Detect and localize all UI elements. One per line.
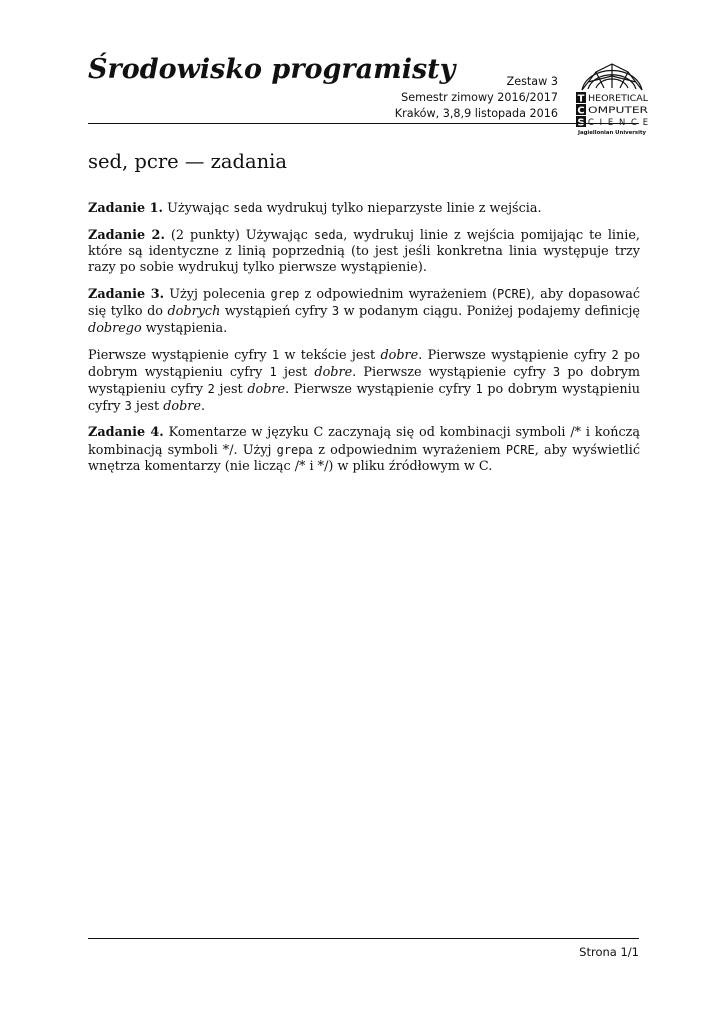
set-number: Zestaw 3 (506, 75, 558, 88)
def-text-a: Pierwsze wystąpienie cyfry (88, 347, 267, 363)
code-digit-2: 2 (611, 347, 619, 362)
task-4-label: Zadanie 4. (88, 425, 164, 441)
task-3-definition (88, 347, 640, 416)
def-emphasis-dobre: dobre (380, 347, 419, 363)
def-emphasis-dobre: dobre (314, 364, 353, 380)
task-1 (88, 200, 640, 217)
task-3 (88, 286, 640, 337)
logo-word-computer: OMPUTER (588, 105, 649, 115)
code-sed: sed (233, 201, 255, 215)
def-text-f: . Pierwsze wystąpienie cyfry (352, 364, 546, 380)
task-1-text-b: a wydrukuj tylko nieparzyste linie z wejścia. (254, 201, 542, 216)
task-2-label: Zadanie 2. (88, 227, 165, 243)
def-text-c: . Pierwsze wystąpienie cyfry (418, 347, 607, 363)
section-title: sed, pcre — zadania (88, 150, 288, 173)
def-text-g: po dobrym wystąpieniu cyfry (88, 364, 640, 398)
semester: Semestr zimowy 2016/2017 (401, 91, 558, 104)
code-digit-3: 3 (331, 304, 340, 319)
task-3-text-b: z odpowiednim wyrażeniem ( (304, 287, 497, 303)
def-emphasis-dobre: dobre (247, 382, 286, 398)
def-text-i: . Pierwsze wystąpienie cyfry (285, 382, 471, 398)
page-number: Strona 1/1 (579, 945, 639, 959)
task-4-text-b: a z odpowiednim wyrażeniem (305, 442, 501, 458)
task-3-text-d: wystąpień cyfry (224, 304, 328, 320)
header-rule (88, 123, 639, 124)
def-text-b: w tekście jest (284, 347, 376, 363)
def-text-e: jest (283, 364, 308, 380)
code-digit-3: 3 (552, 364, 561, 379)
tcs-logo-icon (574, 56, 650, 136)
task-3-text-f: wystąpienia. (145, 320, 228, 336)
task-4-text-c: , aby wyświetlić wnętrza komentarzy (nie licząc /* i */) w pliku źródłowym w C. (88, 442, 641, 474)
logo-letter-t: T (577, 93, 585, 105)
header-info (395, 74, 558, 122)
def-text-d: po dobrym wystąpieniu cyfry (88, 347, 640, 380)
def-text-h: jest (219, 382, 243, 398)
def-text-l: . (201, 399, 206, 415)
task-3-text-c: ), aby dopasować się tylko do (88, 287, 641, 320)
code-pcre: PCRE (497, 287, 526, 302)
task-3-text-e: w podanym ciągu. Poniżej podajemy definicję (343, 304, 640, 320)
task-2 (88, 227, 640, 277)
code-grep: grep (276, 442, 306, 457)
code-grep: grep (270, 287, 300, 302)
task-1-text-a: Używając (167, 201, 230, 216)
place-date: Kraków, 3,8,9 listopada 2016 (394, 107, 558, 120)
code-digit-3: 3 (124, 399, 132, 414)
logo-letter-c: C (577, 105, 585, 117)
task-4-text-a: Komentarze w języku C zaczynają się od kombinacji symboli /* i kończą kombinacją symboli */. Użyj (88, 425, 641, 458)
task-3-emphasis-dobrego: dobrego (88, 320, 142, 336)
def-text-j: po dobrym wystąpieniu cyfry (88, 382, 640, 415)
code-digit-1: 1 (475, 382, 483, 397)
code-digit-1: 1 (271, 347, 280, 362)
task-3-text-a: Użyj polecenia (169, 287, 266, 303)
logo-word-science: CIENCE (588, 117, 648, 127)
code-digit-1: 1 (269, 364, 277, 379)
task-1-label: Zadanie 1. (88, 201, 163, 216)
task-3-emphasis-dobrych: dobrych (167, 304, 221, 320)
code-sed: sed (313, 227, 336, 242)
document-title: Środowisko programisty (88, 54, 456, 85)
code-pcre: PCRE (505, 442, 535, 457)
def-text-k: jest (135, 399, 160, 415)
task-2-text-a: (2 punkty) Używając (170, 227, 308, 243)
logo-university: Jagiellonian University (577, 130, 647, 136)
def-emphasis-dobre: dobre (163, 399, 201, 415)
task-list (88, 200, 640, 485)
footer-rule (88, 938, 639, 939)
logo-letter-s: S (577, 117, 585, 129)
task-3-label: Zadanie 3. (88, 287, 165, 303)
code-digit-2: 2 (207, 382, 215, 397)
logo-word-theoretical: HEORETICAL (588, 93, 649, 103)
task-2-text-b: a, wydrukuj linie z wejścia pomijając te linie, które są identyczne z linią poprzednią (to jest jeśli konkretna linia występuje trzy razy po sobie wydrukuj tylko pierwsze wystąpienie). (88, 227, 640, 276)
task-4 (88, 425, 640, 475)
